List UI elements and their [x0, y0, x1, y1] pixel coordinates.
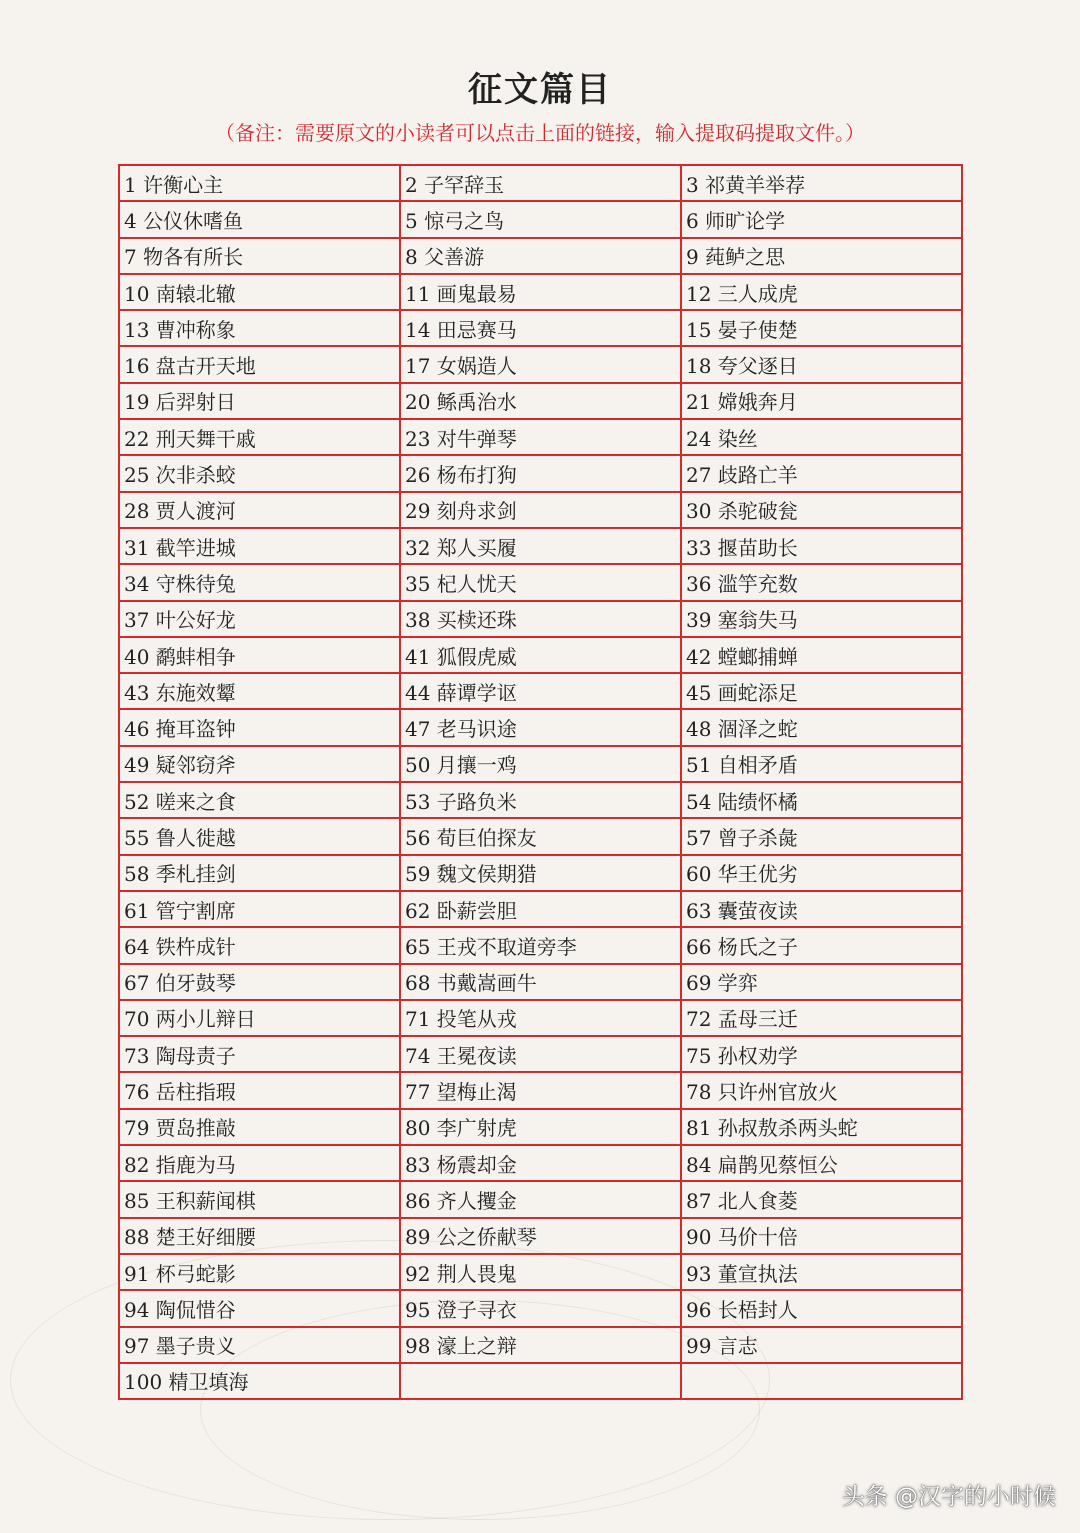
article-item: 37 叶公好龙	[119, 601, 400, 637]
article-item: 94 陶侃惜谷	[119, 1290, 400, 1326]
article-item: 46 掩耳盗钟	[119, 709, 400, 745]
article-item: 24 染丝	[681, 419, 962, 455]
article-item: 64 铁杵成针	[119, 927, 400, 963]
article-item: 49 疑邻窃斧	[119, 746, 400, 782]
article-item: 40 鹬蚌相争	[119, 637, 400, 673]
table-row	[119, 1036, 962, 1072]
table-row	[119, 637, 962, 673]
article-item: 8 父善游	[400, 238, 681, 274]
table-row	[119, 818, 962, 854]
article-item: 45 画蛇添足	[681, 673, 962, 709]
article-item: 6 师旷论学	[681, 201, 962, 237]
article-item: 86 齐人攫金	[400, 1181, 681, 1217]
article-item: 19 后羿射日	[119, 383, 400, 419]
table-row	[119, 1072, 962, 1108]
article-item: 18 夸父逐日	[681, 346, 962, 382]
article-item: 81 孙叔敖杀两头蛇	[681, 1109, 962, 1145]
article-item: 32 郑人买履	[400, 528, 681, 564]
article-item: 56 荀巨伯探友	[400, 818, 681, 854]
article-item: 88 楚王好细腰	[119, 1218, 400, 1254]
article-item: 3 祁黄羊举荐	[681, 165, 962, 201]
article-item: 84 扁鹊见蔡恒公	[681, 1145, 962, 1181]
table-row	[119, 1145, 962, 1181]
article-item: 92 荆人畏鬼	[400, 1254, 681, 1290]
article-item: 39 塞翁失马	[681, 601, 962, 637]
table-row	[119, 855, 962, 891]
table-row	[119, 1363, 962, 1399]
article-item: 12 三人成虎	[681, 274, 962, 310]
article-item: 48 涸泽之蛇	[681, 709, 962, 745]
article-item: 1 许衡心主	[119, 165, 400, 201]
article-item: 38 买椟还珠	[400, 601, 681, 637]
article-item: 93 董宣执法	[681, 1254, 962, 1290]
table-row	[119, 346, 962, 382]
table-row	[119, 891, 962, 927]
article-item: 98 濠上之辩	[400, 1327, 681, 1363]
article-item: 70 两小儿辩日	[119, 1000, 400, 1036]
article-item: 34 守株待兔	[119, 564, 400, 600]
article-item: 13 曹冲称象	[119, 310, 400, 346]
article-item: 25 次非杀蛟	[119, 455, 400, 491]
table-row	[119, 1327, 962, 1363]
table-row	[119, 1254, 962, 1290]
article-item: 63 囊萤夜读	[681, 891, 962, 927]
article-item: 100 精卫填海	[119, 1363, 400, 1399]
article-item: 2 子罕辞玉	[400, 165, 681, 201]
table-row	[119, 673, 962, 709]
table-row	[119, 383, 962, 419]
table-row	[119, 709, 962, 745]
article-item: 36 滥竽充数	[681, 564, 962, 600]
article-item: 35 杞人忧天	[400, 564, 681, 600]
article-item: 73 陶母责子	[119, 1036, 400, 1072]
table-row	[119, 746, 962, 782]
table-row	[119, 165, 962, 201]
table-row	[119, 528, 962, 564]
article-item: 16 盘古开天地	[119, 346, 400, 382]
article-item: 61 管宁割席	[119, 891, 400, 927]
article-item: 54 陆绩怀橘	[681, 782, 962, 818]
article-item: 59 魏文侯期猎	[400, 855, 681, 891]
article-item: 4 公仪休嗜鱼	[119, 201, 400, 237]
article-item: 20 鲧禹治水	[400, 383, 681, 419]
table-row	[119, 1290, 962, 1326]
article-item: 33 揠苗助长	[681, 528, 962, 564]
article-item: 72 孟母三迁	[681, 1000, 962, 1036]
article-item: 17 女娲造人	[400, 346, 681, 382]
article-item: 51 自相矛盾	[681, 746, 962, 782]
article-item: 9 莼鲈之思	[681, 238, 962, 274]
table-row	[119, 419, 962, 455]
article-item: 28 贾人渡河	[119, 492, 400, 528]
article-item: 91 杯弓蛇影	[119, 1254, 400, 1290]
article-item: 80 李广射虎	[400, 1109, 681, 1145]
article-item: 44 薛谭学讴	[400, 673, 681, 709]
table-row	[119, 1000, 962, 1036]
article-item: 21 嫦娥奔月	[681, 383, 962, 419]
article-item: 50 月攘一鸡	[400, 746, 681, 782]
page-title: 征文篇目	[468, 70, 612, 110]
article-item: 15 晏子使楚	[681, 310, 962, 346]
article-item: 83 杨震却金	[400, 1145, 681, 1181]
article-item: 90 马价十倍	[681, 1218, 962, 1254]
article-item: 71 投笔从戎	[400, 1000, 681, 1036]
article-item: 76 岳柱指瑕	[119, 1072, 400, 1108]
empty-cell	[681, 1363, 962, 1399]
article-item: 31 截竿进城	[119, 528, 400, 564]
table-row	[119, 310, 962, 346]
table-row	[119, 1218, 962, 1254]
table-row	[119, 274, 962, 310]
article-item: 75 孙权劝学	[681, 1036, 962, 1072]
article-item: 23 对牛弹琴	[400, 419, 681, 455]
article-item: 43 东施效颦	[119, 673, 400, 709]
article-item: 87 北人食菱	[681, 1181, 962, 1217]
article-item: 22 刑天舞干戚	[119, 419, 400, 455]
watermark: 头条 @汉字的小时候	[841, 1484, 1056, 1510]
table-row	[119, 601, 962, 637]
article-item: 65 王戎不取道旁李	[400, 927, 681, 963]
article-item: 27 歧路亡羊	[681, 455, 962, 491]
article-item: 67 伯牙鼓琴	[119, 964, 400, 1000]
table-row	[119, 1109, 962, 1145]
table-row	[119, 782, 962, 818]
article-item: 41 狐假虎威	[400, 637, 681, 673]
article-item: 74 王冕夜读	[400, 1036, 681, 1072]
article-item: 60 华王优劣	[681, 855, 962, 891]
article-item: 66 杨氏之子	[681, 927, 962, 963]
article-item: 89 公之侨献琴	[400, 1218, 681, 1254]
note-text: （备注：需要原文的小读者可以点击上面的链接，输入提取码提取文件。）	[215, 121, 865, 145]
article-item: 47 老马识途	[400, 709, 681, 745]
article-item: 95 澄子寻衣	[400, 1290, 681, 1326]
article-item: 10 南辕北辙	[119, 274, 400, 310]
table-row	[119, 564, 962, 600]
article-item: 14 田忌赛马	[400, 310, 681, 346]
table-row	[119, 238, 962, 274]
table-row	[119, 927, 962, 963]
table-row	[119, 201, 962, 237]
article-item: 97 墨子贵义	[119, 1327, 400, 1363]
table-row	[119, 1181, 962, 1217]
article-item: 57 曾子杀彘	[681, 818, 962, 854]
article-item: 79 贾岛推敲	[119, 1109, 400, 1145]
article-item: 55 鲁人徙越	[119, 818, 400, 854]
article-item: 7 物各有所长	[119, 238, 400, 274]
article-item: 68 书戴嵩画牛	[400, 964, 681, 1000]
article-item: 26 杨布打狗	[400, 455, 681, 491]
table-row	[119, 455, 962, 491]
article-item: 85 王积薪闻棋	[119, 1181, 400, 1217]
article-item: 5 惊弓之鸟	[400, 201, 681, 237]
article-item: 30 杀驼破瓮	[681, 492, 962, 528]
article-item: 53 子路负米	[400, 782, 681, 818]
article-item: 96 长梧封人	[681, 1290, 962, 1326]
table-row	[119, 492, 962, 528]
table-row	[119, 964, 962, 1000]
article-item: 29 刻舟求剑	[400, 492, 681, 528]
article-item: 11 画鬼最易	[400, 274, 681, 310]
article-item: 82 指鹿为马	[119, 1145, 400, 1181]
article-item: 77 望梅止渴	[400, 1072, 681, 1108]
article-item: 99 言志	[681, 1327, 962, 1363]
article-list-table	[118, 164, 963, 1400]
article-item: 69 学弈	[681, 964, 962, 1000]
empty-cell	[400, 1363, 681, 1399]
article-item: 42 螳螂捕蝉	[681, 637, 962, 673]
article-item: 58 季札挂剑	[119, 855, 400, 891]
article-item: 52 嗟来之食	[119, 782, 400, 818]
article-item: 62 卧薪尝胆	[400, 891, 681, 927]
article-item: 78 只许州官放火	[681, 1072, 962, 1108]
